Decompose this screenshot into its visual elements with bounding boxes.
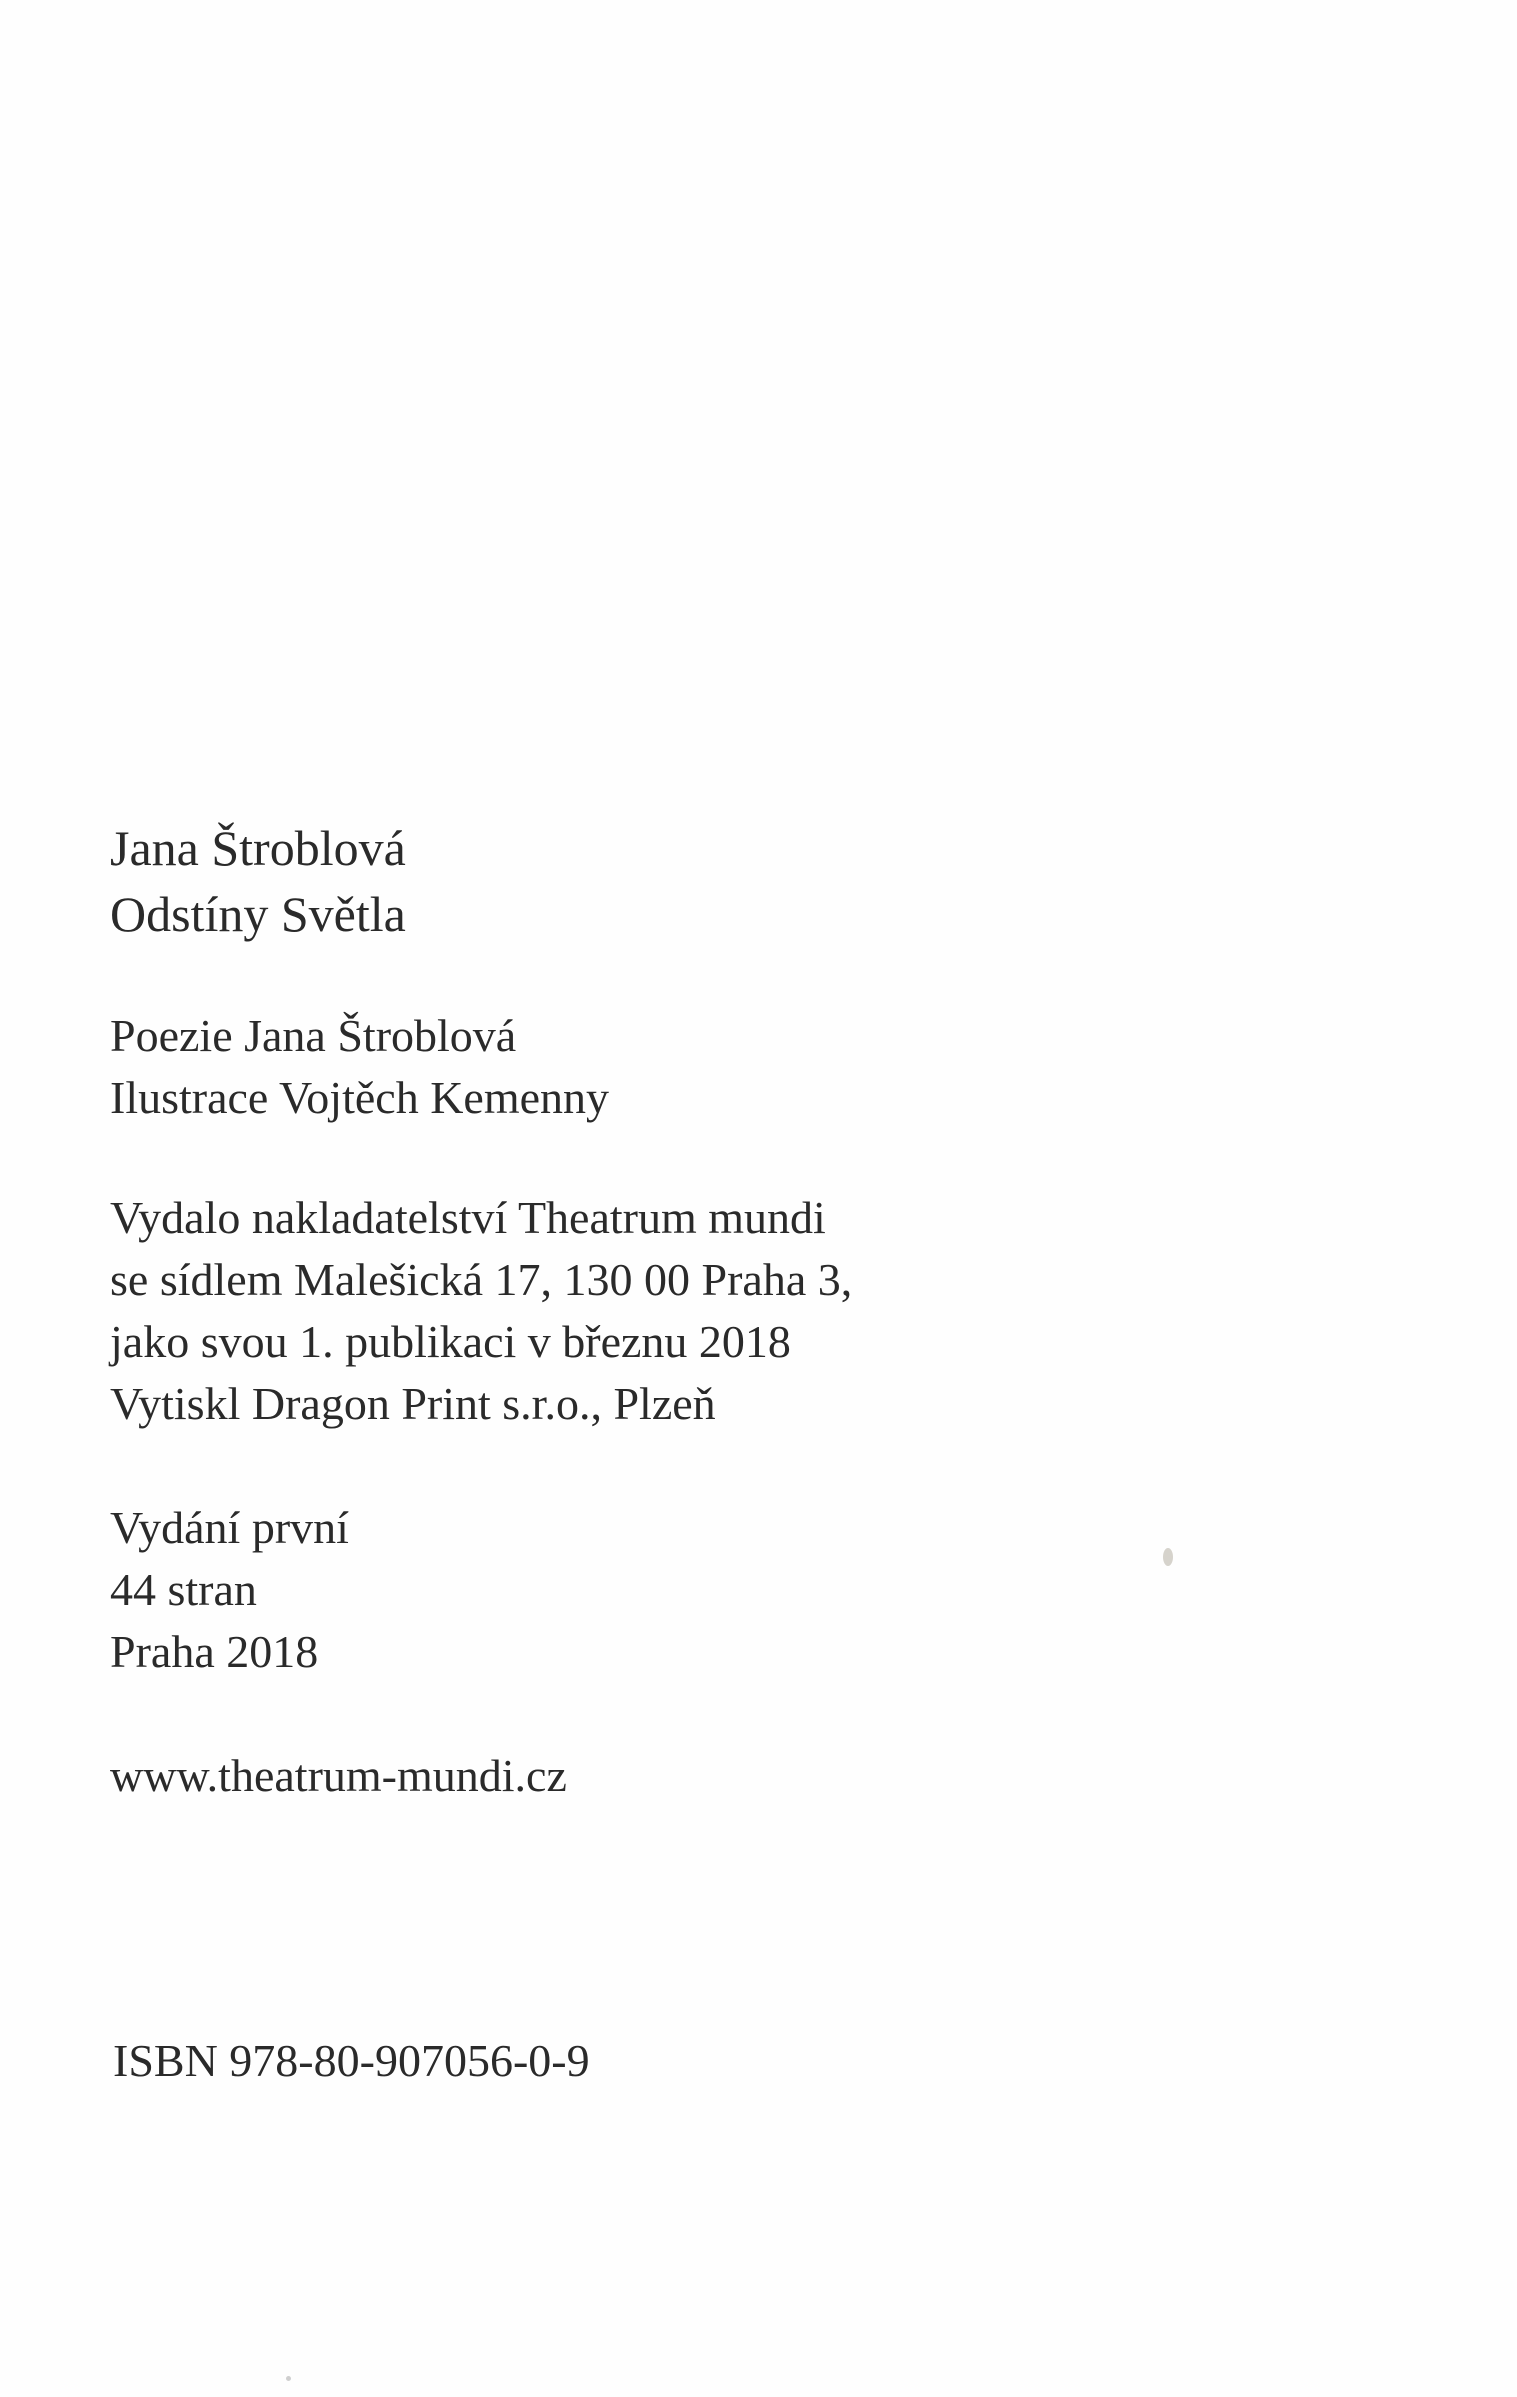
website-url: www.theatrum-mundi.cz <box>110 1750 567 1801</box>
edition-number: Vydání první <box>110 1502 349 1553</box>
isbn-number: ISBN 978-80-907056-0-9 <box>113 2035 590 2086</box>
book-heading <box>110 815 1310 947</box>
place-year: Praha 2018 <box>110 1626 319 1677</box>
colophon-text <box>110 815 1310 1807</box>
publisher-block <box>110 1187 1310 1435</box>
paper-speck <box>1163 1548 1173 1566</box>
paper-speck <box>286 2376 291 2381</box>
edition-block <box>110 1497 1310 1683</box>
website-block <box>110 1745 1310 1807</box>
printer-line: Vytiskl Dragon Print s.r.o., Plzeň <box>110 1378 716 1429</box>
poetry-credit: Poezie Jana Štroblová <box>110 1010 517 1061</box>
illustration-credit: Ilustrace Vojtěch Kemenny <box>110 1072 610 1123</box>
page-count: 44 stran <box>110 1564 257 1615</box>
publisher-line-1: Vydalo nakladatelství Theatrum mundi <box>110 1192 826 1243</box>
publisher-line-2: se sídlem Malešická 17, 130 00 Praha 3, <box>110 1254 853 1305</box>
publisher-line-3: jako svou 1. publikaci v březnu 2018 <box>110 1316 791 1367</box>
author-name: Jana Štroblová <box>110 820 406 876</box>
book-title: Odstíny Světla <box>110 886 406 942</box>
credits-block <box>110 1005 1310 1129</box>
